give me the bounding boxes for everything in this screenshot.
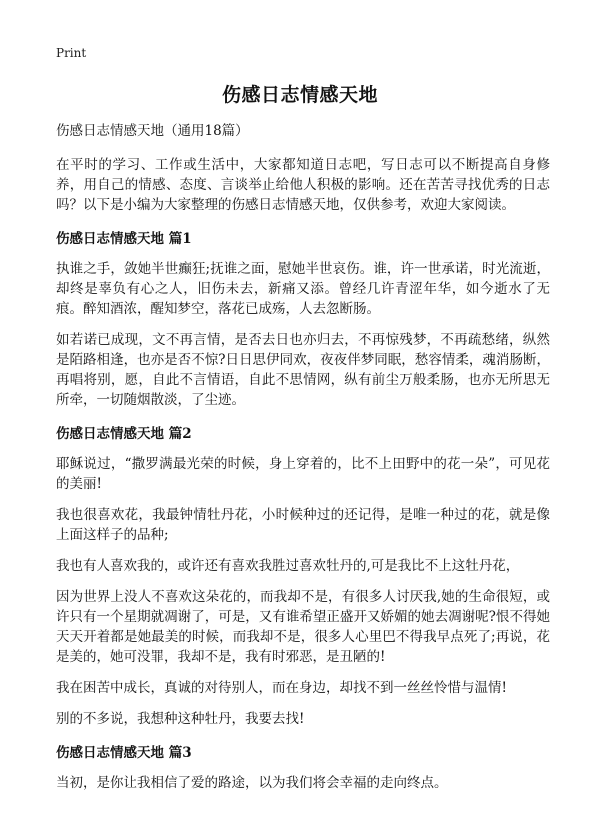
paragraph: 我也有人喜欢我的，或许还有喜欢我胜过喜欢牡丹的,可是我比不上这牡丹花， [56, 558, 520, 574]
paragraph: 执谁之手，敛她半世癫狂;抚谁之面，慰她半世哀伤。谁，许一世承诺，时光流逝，却终是辜负有心之人，旧伤未去，新痛又添。曾经几许青涩年华，如今逝水了无痕。醉知酒浓，醒知梦空，落花已成殇，人去忽断肠。 [56, 261, 550, 317]
section-heading-1: 伤感日志情感天地 篇1 [56, 231, 192, 247]
document-subtitle: 伤感日志情感天地（通用18篇） [56, 123, 249, 139]
print-label: Print [56, 46, 87, 60]
intro-paragraph: 在平时的学习、工作或生活中，大家都知道日志吧，写日志可以不断提高自身修养，用自己的情感、态度、言谈举止给他人积极的影响。还在苦苦寻找优秀的日志吗？以下是小编为大家整理的伤感日志情感天地，仅供参考，欢迎大家阅读。 [56, 157, 550, 213]
paragraph: 我也很喜欢花，我最钟情牡丹花，小时候种过的还记得，是唯一种过的花，就是像上面这样子的品种; [56, 507, 550, 543]
section-heading-3: 伤感日志情感天地 篇3 [56, 745, 192, 761]
section-heading-2: 伤感日志情感天地 篇2 [56, 426, 192, 442]
paragraph: 我在困苦中成长，真诚的对待别人，而在身边，却找不到一丝丝怜惜与温情! [56, 680, 507, 696]
paragraph: 别的不多说，我想种这种牡丹，我要去找! [56, 711, 305, 727]
document-title: 伤感日志情感天地 [221, 84, 378, 106]
paragraph: 因为世界上没人不喜欢这朵花的，而我却不是，有很多人讨厌我,她的生命很短，或许只有一个星期就凋谢了，可是，又有谁希望正盛开又娇媚的她去凋谢呢?恨不得她天天开着都是她最美的时候，而我却不是，很多人心里巴不得我早点死了;再说，花是美的，她可没罪，我却不是，我有时邪恶，是丑陋的! [56, 589, 550, 665]
paragraph: 耶稣说过，“撒罗满最光荣的时候，身上穿着的，比不上田野中的花一朵”，可见花的美丽! [56, 456, 550, 492]
paragraph: 如若诺已成现，文不再言情，是否去日也亦归去，不再惊残梦，不再疏愁绪，纵然是陌路相逢，也亦是否不惊?日日思伊同欢，夜夜伴梦同眠，愁容情柔，魂消肠断，再唱将别，愿，自此不言情语，自此不思情网，纵有前尘万般柔肠，也亦无所思无所牵，一切随烟散淡，了尘迹。 [56, 332, 550, 408]
paragraph: 当初，是你让我相信了爱的路途，以为我们将会幸福的走向终点。 [56, 775, 448, 791]
document-body [56, 122, 550, 804]
